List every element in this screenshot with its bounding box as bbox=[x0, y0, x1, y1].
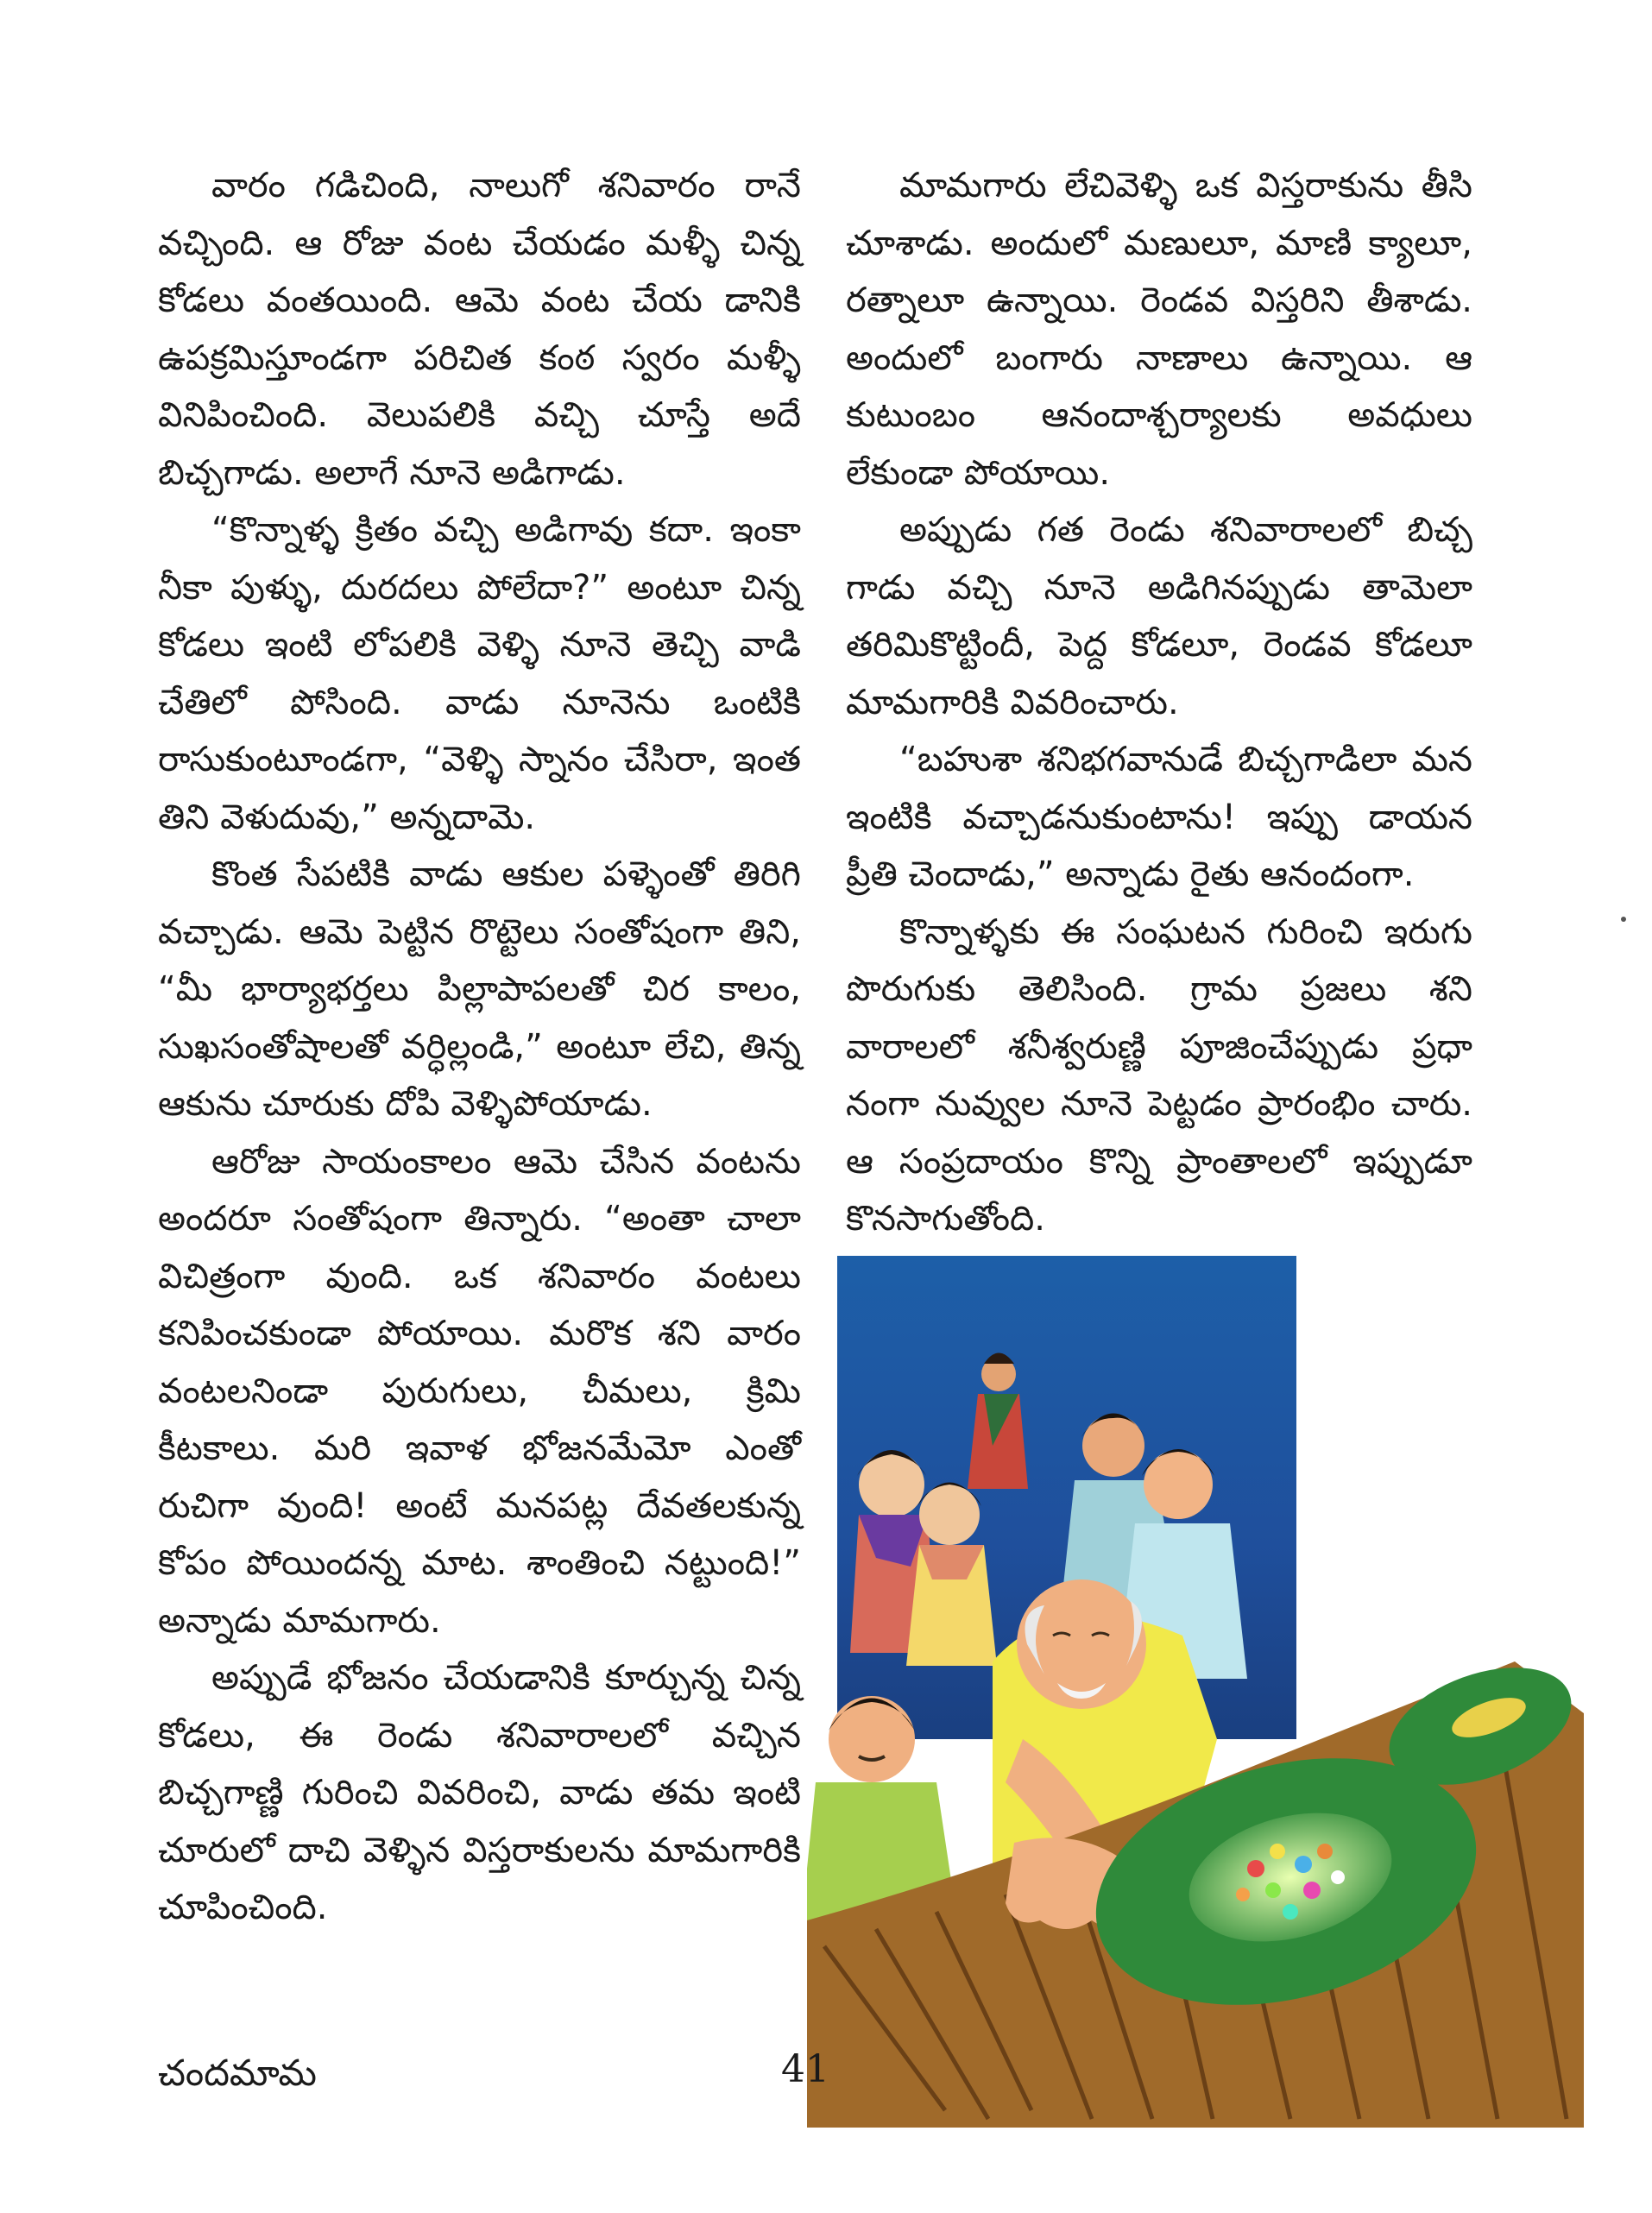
paragraph: మామగారు లేచివెళ్ళి ఒక విస్తరాకును తీసి చూశాడు. అందులో మణులూ, మాణి క్యాలూ, రత్నాలూ ఉన్నాయి. రెండవ విస్తరిని తీశాడు. అందులో బంగారు నాణాలు ఉన్నాయి. ఆ కుటుంబం ఆనందాశ్చర్యాలకు అవధులు లేకుండా పోయాయి. bbox=[846, 166, 1472, 493]
left-column bbox=[158, 157, 801, 1937]
paragraph: “కొన్నాళ్ళ క్రితం వచ్చి అడిగావు కదా. ఇంకా నీకా పుళ్ళు, దురదలు పోలేదా?” అంటూ చిన్న కోడలు ఇంటి లోపలికి వెళ్ళి నూనె తెచ్చి వాడి చేతిలో పోసింది. వాడు నూనెను ఒంటికి రాసుకుంటూండగా, “వెళ్ళి స్నానం చేసిరా, ఇంత తిని వెళుదువు,” అన్నదామె. bbox=[158, 510, 801, 837]
paragraph: “బహుశా శనిభగవానుడే బిచ్చగాడిలా మన ఇంటికి వచ్చాడనుకుంటాను! ఇప్పు డాయన ప్రీతి చెందాడు,” అన్నాడు రైతు ఆనందంగా. bbox=[846, 740, 1472, 894]
paragraph: ఆరోజు సాయంకాలం ఆమె చేసిన వంటను అందరూ సంతోషంగా తిన్నారు. “అంతా చాలా విచిత్రంగా వుంది. ఒక శనివారం వంటలు కనిపించకుండా పోయాయి. మరొక శని వారం వంటలనిండా పురుగులు, చీమలు, క్రిమి కీటకాలు. మరి ఇవాళ భోజనమేమో ఎంతో రుచిగా వుంది! అంటే మనపట్ల దేవతలకున్న కోపం పోయిందన్న మాట. శాంతించి నట్టుంది!” అన్నాడు మామగారు. bbox=[158, 1141, 801, 1641]
paragraph: అప్పుడు గత రెండు శనివారాలలో బిచ్చ గాడు వచ్చి నూనె అడిగినప్పుడు తామెలా తరిమికొట్టిందీ, పెద్ద కోడలూ, రెండవ కోడలూ మామగారికి వివరించారు. bbox=[846, 510, 1472, 722]
print-speck bbox=[1621, 917, 1626, 922]
right-column bbox=[846, 157, 1472, 1248]
magazine-name: చందమామ bbox=[158, 2052, 317, 2094]
paragraph: కొన్నాళ్ళకు ఈ సంఘటన గురించి ఇరుగు పొరుగుకు తెలిసింది. గ్రామ ప్రజలు శని వారాలలో శనీశ్వరుణ్ణి పూజించేప్పుడు ప్రధా నంగా నువ్వుల నూనె పెట్టడం ప్రారంభిం చారు. ఆ సంప్రదాయం కొన్ని ప్రాంతాలలో ఇప్పుడూ కొనసాగుతోంది. bbox=[846, 911, 1472, 1239]
paragraph: వారం గడిచింది, నాలుగో శనివారం రానే వచ్చింది. ఆ రోజు వంట చేయడం మళ్ళీ చిన్న కోడలు వంతయింది. ఆమె వంట చేయ డానికి ఉపక్రమిస్తూండగా పరిచిత కంఠ స్వరం మళ్ళీ వినిపించింది. వెలుపలికి వచ్చి చూస్తే అదే బిచ్చగాడు. అలాగే నూనె అడిగాడు. bbox=[158, 166, 801, 493]
page-number: 41 bbox=[781, 2047, 829, 2091]
family-discovering-treasure-illustration bbox=[807, 1256, 1584, 2128]
paragraph: అప్పుడే భోజనం చేయడానికి కూర్చున్న చిన్న కోడలు, ఈ రెండు శనివారాలలో వచ్చిన బిచ్చగాణ్ణి గురించి వివరించి, వాడు తమ ఇంటి చూరులో దాచి వెళ్ళిన విస్తరాకులను మామగారికి చూపించింది. bbox=[158, 1658, 801, 1927]
paragraph: కొంత సేపటికి వాడు ఆకుల పళ్ళెంతో తిరిగి వచ్చాడు. ఆమె పెట్టిన రొట్టెలు సంతోషంగా తిని, “మీ భార్యాభర్తలు పిల్లాపాపలతో చిర కాలం, సుఖసంతోషాలతో వర్ధిల్లండి,” అంటూ లేచి, తిన్న ఆకును చూరుకు దోపి వెళ్ళిపోయాడు. bbox=[158, 854, 801, 1124]
